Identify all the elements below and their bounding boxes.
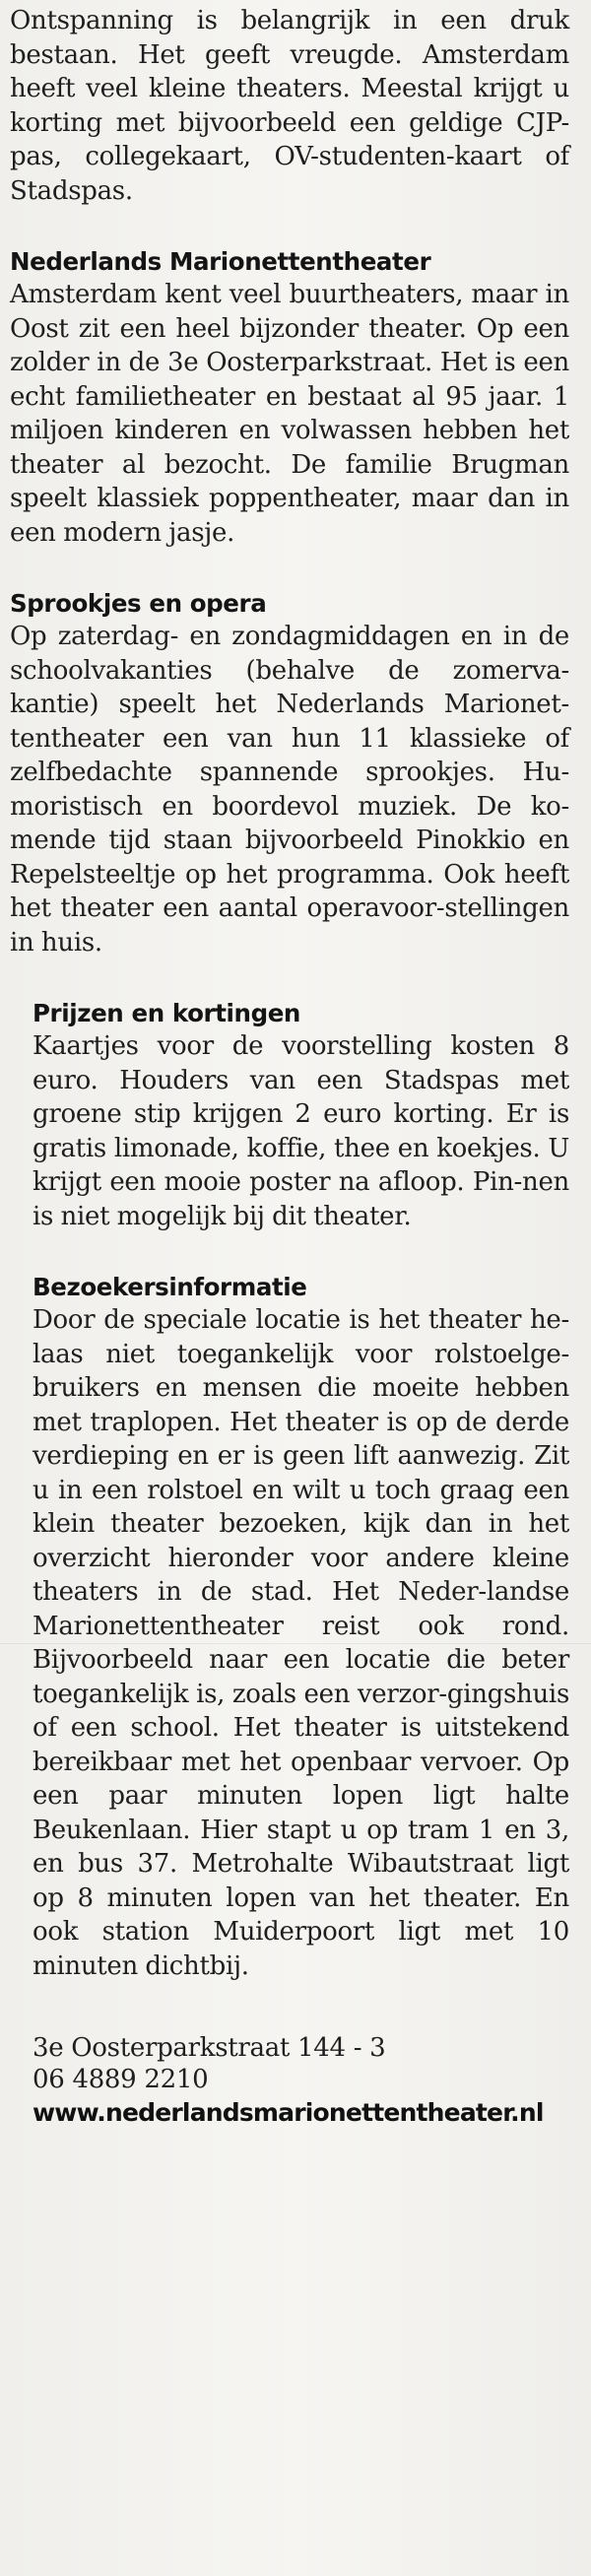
section-paragraph: Kaartjes voor de voorstelling kosten 8 euro. Houders van een Stadspas met groene stip krijgen 2 euro korting. Er is gratis limonade, koffie, thee en koekjes. U krijgt een mooie poster na afloop. Pin-nen is niet mogelijk bij dit theater. [33,1031,569,1231]
contact-block [10,2032,569,2131]
section-marionettentheater [10,245,569,550]
section-paragraph: Op zaterdag- en zondagmiddagen en in de schoolvakanties (behalve de zomerva-kantie) speelt het Nederlands Marionet-tentheater een van hun 11 klassieke of zelfbedachte spannende sprookjes. Hu-moristisch en boordevol muziek. De ko-mende tijd staan bijvoorbeeld Pinokkio en Repelsteeltje op het programma. Ook heeft het theater een aantal operavoor-stellingen in huis. [10,622,569,958]
section-sprookjes-opera [10,587,569,959]
contact-address: 3e Oosterparkstraat 144 - 3 [33,2033,386,2063]
section-paragraph: Amsterdam kent veel buurtheaters, maar in Oost zit een heel bijzonder theater. Op een zolder in de 3e Oosterparkstraat. Het is een echt familietheater en bestaat al 95 jaar. 1 miljoen kinderen en volwassen hebben het theater al bezocht. De familie Brugman speelt klassiek poppentheater, maar dan in een modern jasje. [10,280,569,548]
section-prijzen-kortingen [10,997,569,1233]
section-heading: Nederlands Marionettentheater [10,247,431,276]
section-heading: Bezoekersinformatie [33,1273,307,1301]
contact-website-link[interactable]: www.nederlandsmarionettentheater.nl [33,2098,544,2127]
section-bezoekersinformatie [10,1271,569,1983]
section-heading: Sprookjes en opera [10,589,267,618]
intro-paragraph: Ontspanning is belangrijk in een druk bestaan. Het geeft vreugde. Amsterdam heeft veel kleine theaters. Meestal krijgt u korting met bijvoorbeeld een geldige CJP-pas, collegekaart, OV-studenten-kaart of Stadspas. [10,6,569,206]
section-paragraph: Door de speciale locatie is het theater he-laas niet toegankelijk voor rolstoelge-bruikers en mensen die moeite hebben met traplopen. Het theater is op de derde verdieping en er is geen lift aanwezig. Zit u in een rolstoel en wilt u toch graag een klein theater bezoeken, kijk dan in het overzicht hieronder voor andere kleine theaters in de stad. Het Neder-landse Marionettentheater reist ook rond. Bijvoorbeeld naar een locatie die beter toegankelijk is, zoals een verzor-gingshuis of een school. Het theater is uitstekend bereikbaar met het openbaar vervoer. Op een paar minuten lopen ligt halte Beukenlaan. Hier stapt u op tram 1 en 3, en bus 37. Metrohalte Wibautstraat ligt op 8 minuten lopen van het theater. En ook station Muiderpoort ligt met 10 minuten dichtbij. [33,1305,569,1981]
paper-fold-divider [0,1643,591,1644]
section-heading: Prijzen en kortingen [33,999,300,1027]
contact-phone: 06 4889 2210 [33,2065,209,2094]
intro-section [10,4,569,208]
